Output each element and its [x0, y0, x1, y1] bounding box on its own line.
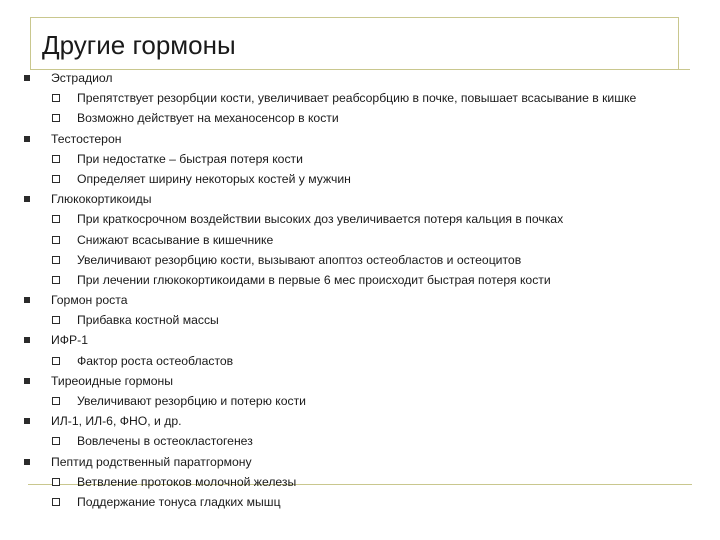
- square-bullet-icon: [24, 196, 30, 202]
- list-item-label: ИФР-1: [51, 333, 88, 348]
- sub-list-item-label: Увеличивают резорбцию кости, вызывают апоптоз остеобластов и остеоцитов: [77, 252, 522, 267]
- hollow-square-bullet-icon: [52, 94, 60, 102]
- list-item-label: Глюкокортикоиды: [51, 192, 152, 207]
- hollow-square-bullet-icon: [52, 175, 60, 183]
- square-bullet-icon: [24, 297, 30, 303]
- list-item: [0, 371, 720, 391]
- sub-list-item-label: Фактор роста остеобластов: [77, 353, 234, 368]
- list-item-label: ИЛ-1, ИЛ-6, ФНО, и др.: [51, 414, 182, 429]
- list-item-label: Эстрадиол: [51, 71, 113, 85]
- hollow-square-bullet-icon: [52, 397, 60, 405]
- sub-list-item-label: Ветвление протоков молочной железы: [77, 474, 297, 489]
- square-bullet-icon: [24, 418, 30, 424]
- hollow-square-bullet-icon: [52, 155, 60, 163]
- sub-list-item-label: Препятствует резорбции кости, увеличивает реабсорбцию в почке, повышает всасывание в кишке: [77, 91, 637, 106]
- sub-list-item: [0, 230, 720, 250]
- sub-list-item: [0, 149, 720, 169]
- sub-list-item-label: Прибавка костной массы: [77, 313, 219, 328]
- sub-list-item: [0, 472, 720, 492]
- sub-list-item: [0, 209, 720, 229]
- square-bullet-icon: [24, 136, 30, 142]
- sub-list-item: [0, 250, 720, 270]
- square-bullet-icon: [24, 75, 30, 81]
- hollow-square-bullet-icon: [52, 316, 60, 324]
- list-item: [0, 330, 720, 350]
- sub-list-item-label: При краткосрочном воздействии высоких доз увеличивается потеря кальция в почках: [77, 212, 564, 227]
- list-item-label: Тиреоидные гормоны: [51, 373, 174, 388]
- list-item-label: Пептид родственный паратгормону: [51, 454, 252, 469]
- hollow-square-bullet-icon: [52, 256, 60, 264]
- hollow-square-bullet-icon: [52, 498, 60, 506]
- hollow-square-bullet-icon: [52, 478, 60, 486]
- list-item: [0, 290, 720, 310]
- slide-title: Другие гормоны: [42, 30, 236, 60]
- sub-list-item: [0, 351, 720, 371]
- list-item: [0, 129, 720, 149]
- sub-list-item: [0, 88, 720, 108]
- sub-list-item-label: Определяет ширину некоторых костей у мужчин: [77, 171, 351, 186]
- sub-list-item-label: При лечении глюкокортикоидами в первые 6 мес происходит быстрая потеря кости: [77, 272, 551, 287]
- sub-list-item: [0, 391, 720, 411]
- sub-list-item-label: Увеличивают резорбцию и потерю кости: [77, 394, 306, 408]
- sub-list-item: [0, 431, 720, 451]
- sub-list-item: [0, 492, 720, 512]
- square-bullet-icon: [24, 459, 30, 465]
- sub-list-item-label: Возможно действует на механосенсор в кости: [77, 111, 339, 126]
- sub-list-item: [0, 108, 720, 128]
- sub-list-item-label: Вовлечены в остеокластогенез: [77, 434, 253, 449]
- list-item-label: Гормон роста: [51, 293, 128, 308]
- hollow-square-bullet-icon: [52, 215, 60, 223]
- sub-list-item-label: Снижают всасывание в кишечнике: [77, 232, 274, 247]
- square-bullet-icon: [24, 378, 30, 384]
- square-bullet-icon: [24, 337, 30, 343]
- list-item: [0, 452, 720, 472]
- list-item: [0, 411, 720, 431]
- sub-list-item-label: При недостатке – быстрая потеря кости: [77, 151, 303, 166]
- title-frame-top-line: [30, 17, 678, 18]
- hollow-square-bullet-icon: [52, 236, 60, 244]
- hollow-square-bullet-icon: [52, 276, 60, 284]
- title-frame-left-line: [30, 17, 31, 69]
- list-item-label: Тестостерон: [51, 131, 122, 146]
- sub-list-item: [0, 270, 720, 290]
- sub-list-item: [0, 310, 720, 330]
- title-frame-right-line: [678, 17, 679, 69]
- sub-list-item: [0, 169, 720, 189]
- list-item: [0, 68, 720, 88]
- bullet-list: [0, 68, 720, 512]
- hollow-square-bullet-icon: [52, 357, 60, 365]
- hollow-square-bullet-icon: [52, 114, 60, 122]
- list-item: [0, 189, 720, 209]
- sub-list-item-label: Поддержание тонуса гладких мышц: [77, 494, 281, 509]
- hollow-square-bullet-icon: [52, 437, 60, 445]
